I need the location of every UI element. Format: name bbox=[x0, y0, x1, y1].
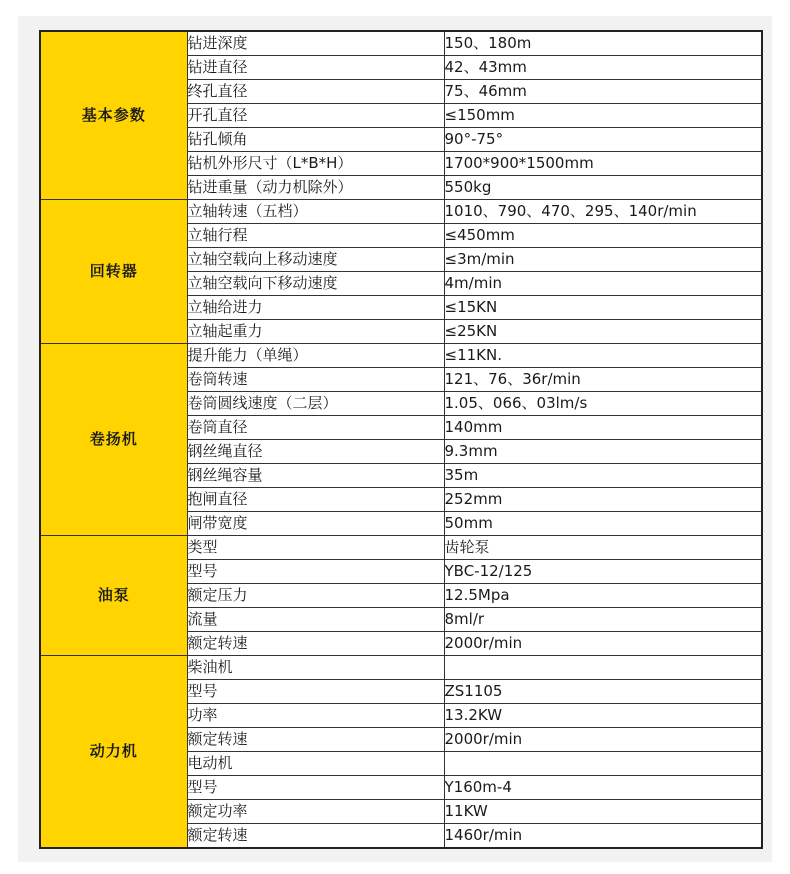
param-name: 卷筒圆线速度（二层） bbox=[187, 392, 444, 416]
param-value: 150、180m bbox=[444, 31, 762, 56]
param-value: 4m/min bbox=[444, 272, 762, 296]
param-name: 闸带宽度 bbox=[187, 512, 444, 536]
param-value: 1010、790、470、295、140r/min bbox=[444, 200, 762, 224]
param-name: 流量 bbox=[187, 608, 444, 632]
param-name: 额定转速 bbox=[187, 824, 444, 849]
group-label: 动力机 bbox=[40, 656, 187, 849]
param-name: 钻进深度 bbox=[187, 31, 444, 56]
param-name: 立轴空载向下移动速度 bbox=[187, 272, 444, 296]
param-value: 1460r/min bbox=[444, 824, 762, 849]
param-name: 卷筒转速 bbox=[187, 368, 444, 392]
group-label: 回转器 bbox=[40, 200, 187, 344]
param-value: 1700*900*1500mm bbox=[444, 152, 762, 176]
param-value: ≤3m/min bbox=[444, 248, 762, 272]
param-name: 钢丝绳容量 bbox=[187, 464, 444, 488]
param-value bbox=[444, 752, 762, 776]
param-value: 13.2KW bbox=[444, 704, 762, 728]
param-value: YBC-12/125 bbox=[444, 560, 762, 584]
param-value: ≤450mm bbox=[444, 224, 762, 248]
param-value: 35m bbox=[444, 464, 762, 488]
param-value: 9.3mm bbox=[444, 440, 762, 464]
param-name: 类型 bbox=[187, 536, 444, 560]
param-value: 2000r/min bbox=[444, 728, 762, 752]
param-name: 钻进直径 bbox=[187, 56, 444, 80]
param-name: 立轴空载向上移动速度 bbox=[187, 248, 444, 272]
param-name: 立轴起重力 bbox=[187, 320, 444, 344]
param-value: Y160m-4 bbox=[444, 776, 762, 800]
param-value: ≤150mm bbox=[444, 104, 762, 128]
param-name: 抱闸直径 bbox=[187, 488, 444, 512]
param-name: 立轴行程 bbox=[187, 224, 444, 248]
param-value: 75、46mm bbox=[444, 80, 762, 104]
param-name: 功率 bbox=[187, 704, 444, 728]
param-name: 型号 bbox=[187, 680, 444, 704]
param-name: 终孔直径 bbox=[187, 80, 444, 104]
table-row bbox=[40, 536, 762, 560]
param-name: 型号 bbox=[187, 776, 444, 800]
param-name: 型号 bbox=[187, 560, 444, 584]
param-value: 140mm bbox=[444, 416, 762, 440]
param-name: 卷筒直径 bbox=[187, 416, 444, 440]
group-label: 基本参数 bbox=[40, 31, 187, 200]
group-label: 油泵 bbox=[40, 536, 187, 656]
param-name: 额定转速 bbox=[187, 632, 444, 656]
param-value: 42、43mm bbox=[444, 56, 762, 80]
param-value: 252mm bbox=[444, 488, 762, 512]
param-name: 钻机外形尺寸（L*B*H） bbox=[187, 152, 444, 176]
param-value: 121、76、36r/min bbox=[444, 368, 762, 392]
param-value: ≤11KN. bbox=[444, 344, 762, 368]
param-value: 8ml/r bbox=[444, 608, 762, 632]
table-row bbox=[40, 31, 762, 56]
param-value: 2000r/min bbox=[444, 632, 762, 656]
table-row bbox=[40, 200, 762, 224]
param-name: 立轴转速（五档） bbox=[187, 200, 444, 224]
param-value bbox=[444, 656, 762, 680]
group-label: 卷扬机 bbox=[40, 344, 187, 536]
param-name: 开孔直径 bbox=[187, 104, 444, 128]
param-value: 1.05、066、03lm/s bbox=[444, 392, 762, 416]
param-name: 额定压力 bbox=[187, 584, 444, 608]
param-value: 齿轮泵 bbox=[444, 536, 762, 560]
param-name: 额定转速 bbox=[187, 728, 444, 752]
param-value: ≤25KN bbox=[444, 320, 762, 344]
param-name: 立轴给进力 bbox=[187, 296, 444, 320]
table-row bbox=[40, 656, 762, 680]
table-row bbox=[40, 344, 762, 368]
param-name: 额定功率 bbox=[187, 800, 444, 824]
param-value: 90°-75° bbox=[444, 128, 762, 152]
param-value: 11KW bbox=[444, 800, 762, 824]
param-value: ZS1105 bbox=[444, 680, 762, 704]
param-name: 提升能力（单绳） bbox=[187, 344, 444, 368]
param-name: 钻孔倾角 bbox=[187, 128, 444, 152]
section-subheading: 柴油机 bbox=[187, 656, 444, 680]
section-subheading: 电动机 bbox=[187, 752, 444, 776]
param-value: 550kg bbox=[444, 176, 762, 200]
param-name: 钢丝绳直径 bbox=[187, 440, 444, 464]
param-value: ≤15KN bbox=[444, 296, 762, 320]
param-name: 钻进重量（动力机除外） bbox=[187, 176, 444, 200]
param-value: 50mm bbox=[444, 512, 762, 536]
param-value: 12.5Mpa bbox=[444, 584, 762, 608]
spec-table bbox=[39, 30, 763, 849]
spec-table-body bbox=[40, 31, 762, 848]
